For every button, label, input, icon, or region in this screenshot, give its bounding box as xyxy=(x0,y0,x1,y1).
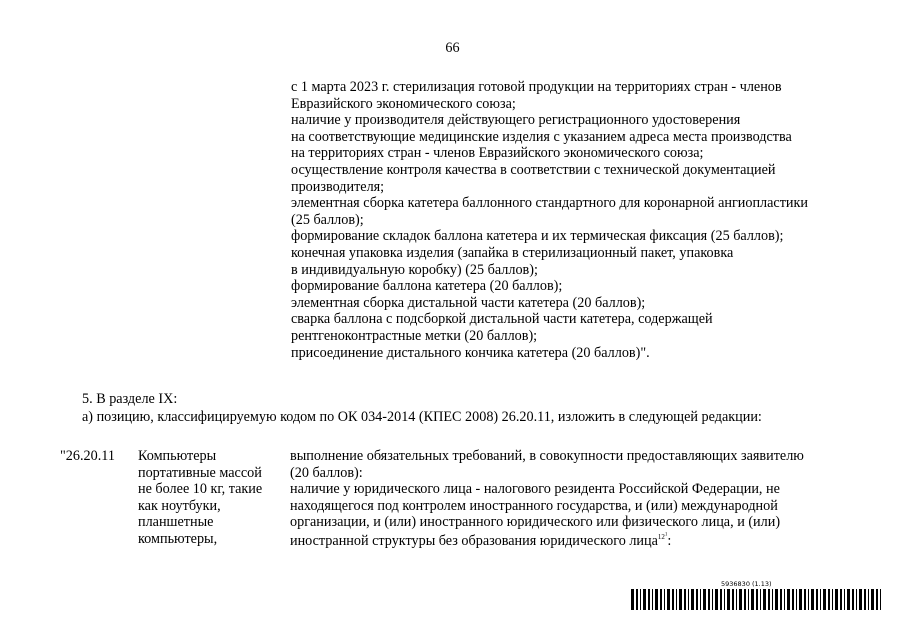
list-line: конечная упаковка изделия (запайка в стерилизационный пакет, упаковка xyxy=(291,244,734,261)
requirement-line-last xyxy=(290,533,870,550)
requirement-tail: : xyxy=(667,532,672,549)
requirement-line: находящегося под контролем иностранного государства, и (или) международной xyxy=(290,497,778,514)
section-item-a: а) позицию, классифицируемую кодом по ОК 034-2014 (КПЕС 2008) 26.20.11, изложить в следующей редакции: xyxy=(82,409,762,425)
product-name-line: планшетные xyxy=(138,514,214,531)
product-name xyxy=(138,448,278,548)
footnote-mark[interactable]: 121 xyxy=(657,532,668,542)
list-line: с 1 марта 2023 г. стерилизация готовой продукции на территориях стран - членов xyxy=(291,79,782,95)
list-line: элементная сборка дистальной части катетера (20 баллов); xyxy=(291,294,646,311)
list-line: присоединение дистального кончика катетера (20 баллов)". xyxy=(291,344,650,361)
list-line: рентгеноконтрастные метки (20 баллов); xyxy=(291,327,538,344)
product-name-line: не более 10 кг, такие xyxy=(138,481,263,498)
requirements-list xyxy=(291,79,861,361)
requirement-line: (20 баллов): xyxy=(290,464,363,481)
list-line: на соответствующие медицинские изделия с указанием адреса места производства xyxy=(291,128,792,145)
requirement-line: организации, и (или) иностранного юридического или физического лица, и (или) xyxy=(290,514,781,531)
list-line: осуществление контроля качества в соответствии с технической документацией xyxy=(291,161,776,178)
section-heading: 5. В разделе IX: xyxy=(82,391,178,407)
document-stamp: 5936830 (1.13) xyxy=(721,580,772,588)
list-line: формирование баллона катетера (20 баллов); xyxy=(291,278,563,295)
requirement-text: иностранной структуры без образования юридического лица xyxy=(290,532,658,549)
list-line: производителя; xyxy=(291,178,385,195)
classification-code: "26.20.11 xyxy=(60,448,115,464)
product-name-line: Компьютеры xyxy=(138,448,217,464)
product-requirements xyxy=(290,448,870,550)
list-line: сварка баллона с подсборкой дистальной части катетера, содержащей xyxy=(291,311,713,328)
requirement-line: выполнение обязательных требований, в совокупности предоставляющих заявителю xyxy=(290,448,804,464)
barcode-icon xyxy=(631,589,881,610)
list-line: в индивидуальную коробку) (25 баллов); xyxy=(291,261,538,278)
list-line: на территориях стран - членов Евразийского экономического союза; xyxy=(291,145,704,162)
list-line: Евразийского экономического союза; xyxy=(291,95,516,112)
list-line: (25 баллов); xyxy=(291,211,364,228)
requirement-line: наличие у юридического лица - налогового резидента Российской Федерации, не xyxy=(290,481,780,498)
list-line: элементная сборка катетера баллонного стандартного для коронарной ангиопластики xyxy=(291,195,809,212)
page-number: 66 xyxy=(445,40,460,56)
product-name-line: портативные массой xyxy=(138,464,262,481)
list-line: наличие у производителя действующего регистрационного удостоверения xyxy=(291,112,741,129)
product-name-line: компьютеры, xyxy=(138,530,218,547)
list-line: формирование складок баллона катетера и их термическая фиксация (25 баллов); xyxy=(291,228,784,245)
product-name-line: как ноутбуки, xyxy=(138,497,221,514)
